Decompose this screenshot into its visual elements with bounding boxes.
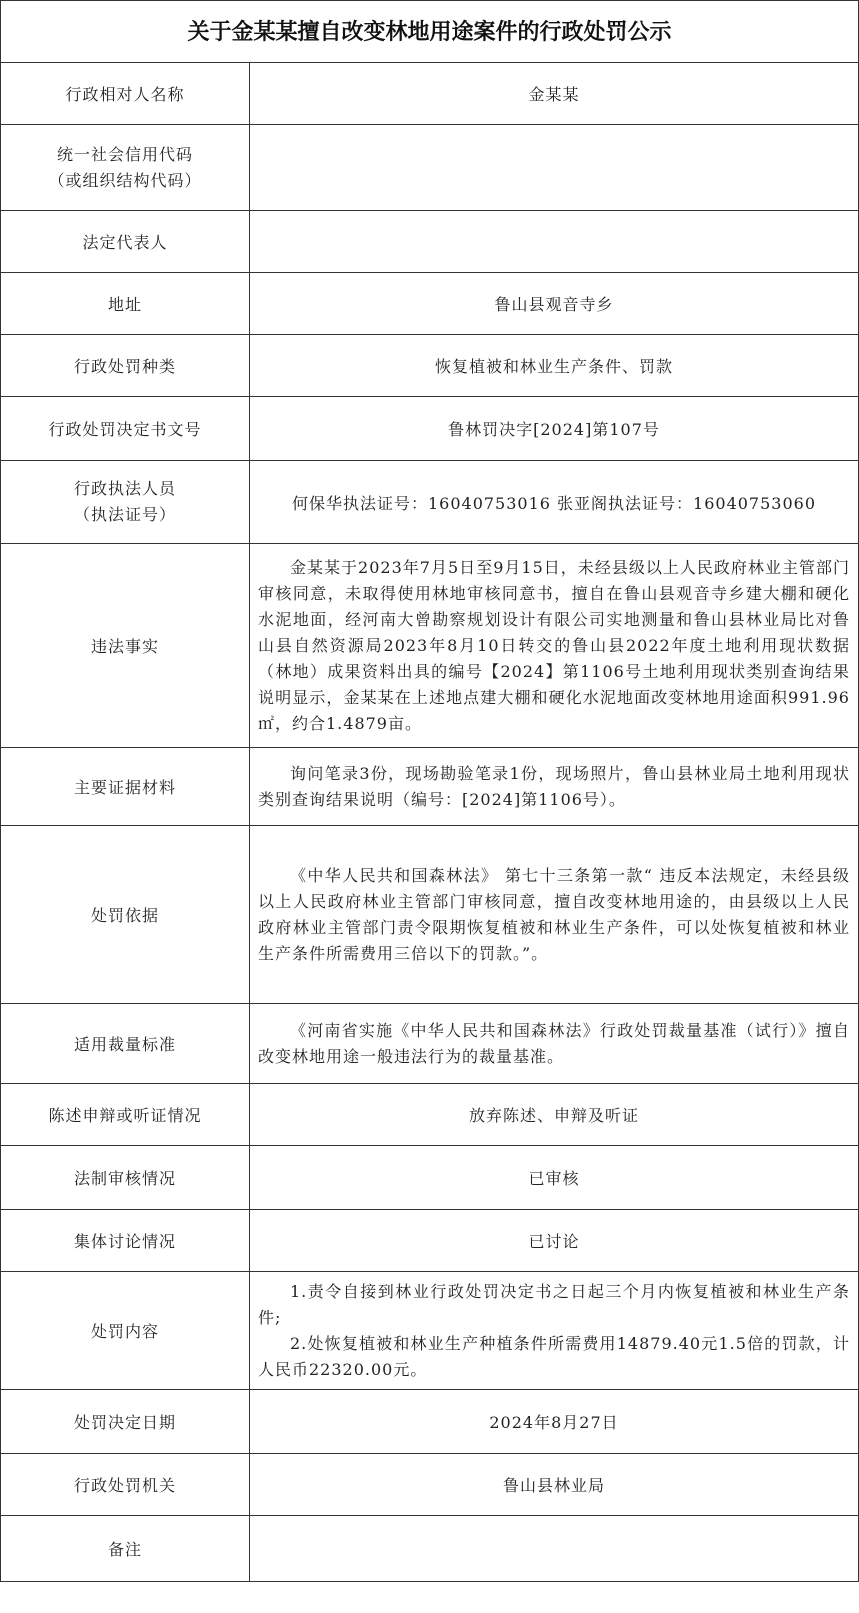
row-label: 处罚依据 bbox=[1, 826, 250, 1004]
table-row-legal-review bbox=[1, 1146, 859, 1210]
row-value: 放弃陈述、申辩及听证 bbox=[250, 1084, 859, 1146]
row-value: 鲁林罚决字[2024]第107号 bbox=[250, 397, 859, 461]
table-row-decision-date bbox=[1, 1390, 859, 1454]
label-line: 行政执法人员 bbox=[73, 479, 176, 498]
paragraph-text: 金某某于2023年7月5日至9月15日，未经县级以上人民政府林业主管部门审核同意，未取得使用林地审核同意书，擅自在鲁山县观音寺乡建大棚和硬化水泥地面，经河南大曾勘察规划设计有限公司实地测量和鲁山县林业局比对鲁山县自然资源局2023年8月10日转交的鲁山县2022年度土地利用现状数据（林地）成果资料出具的编号【2024】第1106号土地利用现状类别查询结果说明显示，金某某在上述地点建大棚和硬化水泥地面改变林地用途面积991.96㎡，约合1.4879亩。 bbox=[258, 557, 850, 733]
row-value bbox=[250, 826, 859, 1004]
table-row-address bbox=[1, 273, 859, 335]
table-row-hearing bbox=[1, 1084, 859, 1146]
row-label: 主要证据材料 bbox=[1, 748, 250, 826]
paragraph-text: 《河南省实施《中华人民共和国森林法》行政处罚裁量基准（试行）》擅自改变林地用途一般违法行为的裁量基准。 bbox=[258, 1020, 850, 1066]
row-label: 违法事实 bbox=[1, 544, 250, 748]
penalty-item: 1.责令自接到林业行政处罚决定书之日起三个月内恢复植被和林业生产条件; bbox=[258, 1281, 850, 1327]
row-label: 处罚内容 bbox=[1, 1272, 250, 1390]
table-row-collective-discussion bbox=[1, 1210, 859, 1272]
row-value: 何保华执法证号：16040753016 张亚阁执法证号：16040753060 bbox=[250, 461, 859, 544]
row-value: 鲁山县林业局 bbox=[250, 1454, 859, 1516]
row-value bbox=[250, 544, 859, 748]
row-label: 处罚决定日期 bbox=[1, 1390, 250, 1454]
row-label: 法定代表人 bbox=[1, 211, 250, 273]
table-row-credit-code bbox=[1, 125, 859, 211]
row-value: 2024年8月27日 bbox=[250, 1390, 859, 1454]
table-row-authority bbox=[1, 1454, 859, 1516]
paragraph-text: 《中华人民共和国森林法》 第七十三条第一款“ 违反本法规定，未经县级以上人民政府林业主管部门审核同意，擅自改变林地用途的，由县级以上人民政府林业主管部门责令限期恢复植被和林业生产条件，可以处恢复植被和林业生产条件所需费用三倍以下的罚款。”。 bbox=[258, 865, 850, 963]
row-label: 行政处罚种类 bbox=[1, 335, 250, 397]
penalty-info-table bbox=[0, 62, 859, 1582]
row-value: 金某某 bbox=[250, 63, 859, 125]
row-value bbox=[250, 1004, 859, 1084]
row-value: 恢复植被和林业生产条件、罚款 bbox=[250, 335, 859, 397]
table-row-discretion-standard bbox=[1, 1004, 859, 1084]
row-label: 法制审核情况 bbox=[1, 1146, 250, 1210]
label-line: （或组织结构代码） bbox=[48, 170, 202, 190]
row-value bbox=[250, 211, 859, 273]
paragraph-text: 询问笔录3份，现场勘验笔录1份，现场照片，鲁山县林业局土地利用现状类别查询结果说明（编号：[2024]第1106号）。 bbox=[258, 763, 850, 809]
row-label bbox=[1, 461, 250, 544]
row-label: 备注 bbox=[1, 1516, 250, 1582]
row-label: 行政相对人名称 bbox=[1, 63, 250, 125]
table-row-legal-basis bbox=[1, 826, 859, 1004]
penalty-item: 2.处恢复植被和林业生产种植条件所需费用14879.40元1.5倍的罚款，计人民币22320.00元。 bbox=[258, 1333, 850, 1379]
table-row-legal-rep bbox=[1, 211, 859, 273]
row-value bbox=[250, 125, 859, 211]
table-row-enforcement-officers bbox=[1, 461, 859, 544]
table-row-party-name bbox=[1, 63, 859, 125]
row-label bbox=[1, 125, 250, 211]
page-title: 关于金某某擅自改变林地用途案件的行政处罚公示 bbox=[0, 0, 859, 62]
table-row-violation-facts bbox=[1, 544, 859, 748]
table-row-penalty-type bbox=[1, 335, 859, 397]
row-label: 地址 bbox=[1, 273, 250, 335]
row-label: 适用裁量标准 bbox=[1, 1004, 250, 1084]
table-row-decision-number bbox=[1, 397, 859, 461]
row-value: 已审核 bbox=[250, 1146, 859, 1210]
table-row-penalty-content bbox=[1, 1272, 859, 1390]
label-line: 统一社会信用代码 bbox=[56, 144, 193, 164]
row-value bbox=[250, 748, 859, 826]
row-value: 已讨论 bbox=[250, 1210, 859, 1272]
row-value bbox=[250, 1272, 859, 1390]
table-row-remarks bbox=[1, 1516, 859, 1582]
row-label: 行政处罚决定书文号 bbox=[1, 397, 250, 461]
row-label: 集体讨论情况 bbox=[1, 1210, 250, 1272]
row-label: 行政处罚机关 bbox=[1, 1454, 250, 1516]
row-value bbox=[250, 1516, 859, 1582]
row-value: 鲁山县观音寺乡 bbox=[250, 273, 859, 335]
table-row-evidence bbox=[1, 748, 859, 826]
label-line: （执法证号） bbox=[73, 505, 176, 524]
row-label: 陈述申辩或听证情况 bbox=[1, 1084, 250, 1146]
